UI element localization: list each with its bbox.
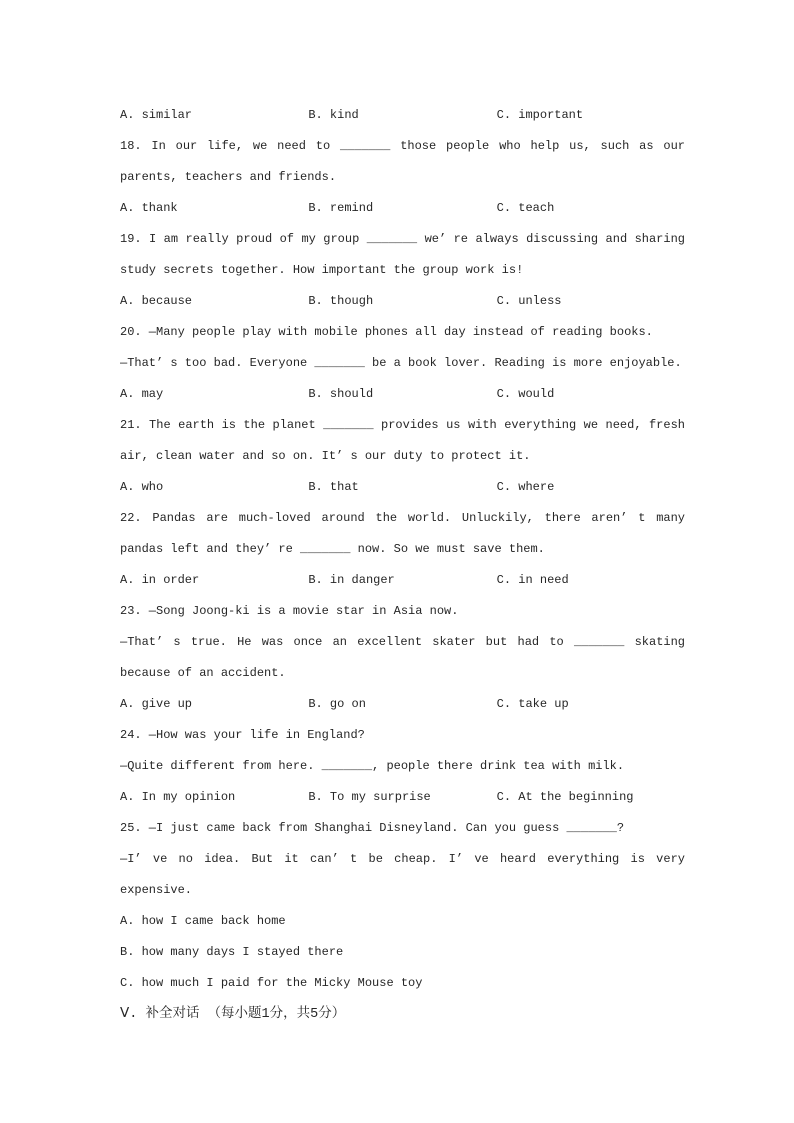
option-label: C. important — [496, 108, 584, 122]
option-label: B. that — [308, 480, 359, 494]
option-label: C. where — [496, 480, 555, 494]
option-label: B. go on — [308, 697, 366, 711]
options-row — [120, 689, 685, 720]
options-row — [120, 782, 685, 813]
option-label: A. who — [120, 480, 164, 494]
text-line: —That’ s too bad. Everyone _______ be a book lover. Reading is more enjoyable. — [120, 356, 682, 370]
option-label: A. in order — [120, 573, 200, 587]
option-label: C. in need — [496, 573, 569, 587]
text-line: 24. —How was your life in England? — [120, 728, 365, 742]
option-label: B. should — [308, 387, 374, 401]
options-row — [120, 379, 685, 410]
option-label: B. To my surprise — [308, 790, 431, 804]
text-line: study secrets together. How important the group work is! — [120, 263, 524, 277]
option-label: C. teach — [496, 201, 555, 215]
text-line: 18. In our life, we need to _______ those people who help us, such as our — [120, 139, 685, 153]
document-content — [120, 100, 685, 1030]
options-row — [120, 565, 685, 596]
option-label: A. because — [120, 294, 193, 308]
options-row — [120, 472, 685, 503]
text-line: C. how much I paid for the Micky Mouse toy — [120, 976, 423, 990]
text-line: A. how I came back home — [120, 914, 286, 928]
text-line: pandas left and they’ re _______ now. So we must save them. — [120, 542, 545, 556]
text-line: 22. Pandas are much-loved around the world. Unluckily, there aren’ t many — [120, 511, 685, 525]
option-label: C. would — [496, 387, 555, 401]
option-label: B. kind — [308, 108, 359, 122]
option-label: B. though — [308, 294, 374, 308]
text-line: —Quite different from here. _______, people there drink tea with milk. — [120, 759, 625, 773]
option-label: C. At the beginning — [496, 790, 634, 804]
text-line: because of an accident. — [120, 666, 286, 680]
option-label: C. take up — [496, 697, 569, 711]
text-line: expensive. — [120, 883, 193, 897]
option-label: A. may — [120, 387, 164, 401]
text-line: 21. The earth is the planet _______ provides us with everything we need, fresh — [120, 418, 685, 432]
option-label: A. give up — [120, 697, 193, 711]
option-label: B. remind — [308, 201, 374, 215]
option-label: A. thank — [120, 201, 178, 215]
text-line: parents, teachers and friends. — [120, 170, 337, 184]
text-line: —That’ s true. He was once an excellent skater but had to _______ skating — [120, 635, 685, 649]
section-header: Ⅴ. 补全对话 （每小题1分，共5分） — [120, 1007, 346, 1022]
options-row — [120, 286, 685, 317]
options-row — [120, 100, 685, 131]
text-line: 23. —Song Joong-ki is a movie star in Asia now. — [120, 604, 459, 618]
text-line: 19. I am really proud of my group _______ we’ re always discussing and sharing — [120, 232, 685, 246]
text-line: B. how many days I stayed there — [120, 945, 344, 959]
options-row — [120, 193, 685, 224]
option-label: A. similar — [120, 108, 193, 122]
text-line: 20. —Many people play with mobile phones all day instead of reading books. — [120, 325, 653, 339]
text-line: —I’ ve no idea. But it can’ t be cheap. I’ ve heard everything is very — [120, 852, 685, 866]
option-label: C. unless — [496, 294, 562, 308]
option-label: B. in danger — [308, 573, 395, 587]
text-line: 25. —I just came back from Shanghai Disneyland. Can you guess _______? — [120, 821, 625, 835]
text-line: air, clean water and so on. It’ s our duty to protect it. — [120, 449, 531, 463]
option-label: A. In my opinion — [120, 790, 236, 804]
